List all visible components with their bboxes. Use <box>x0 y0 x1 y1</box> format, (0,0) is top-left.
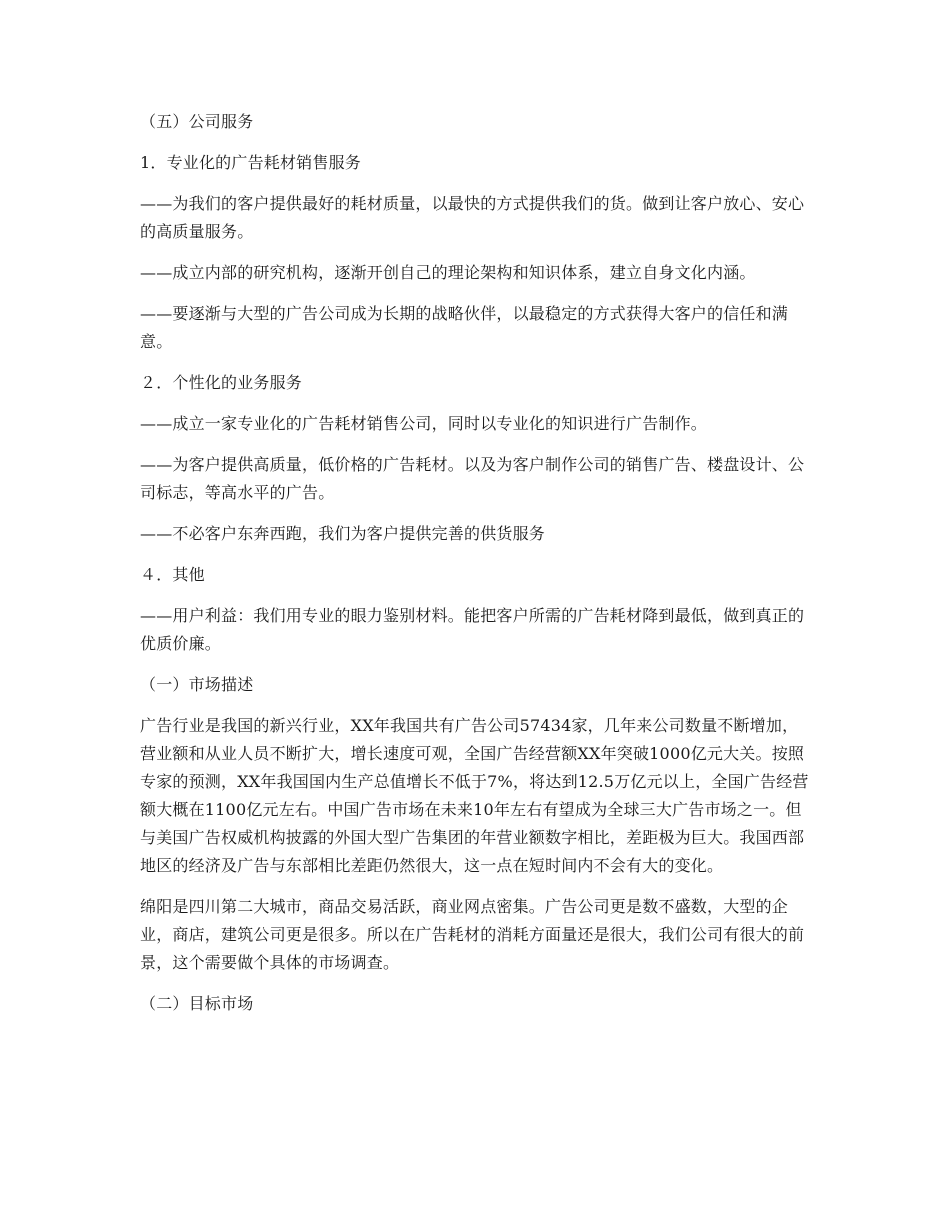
paragraph: ——为我们的客户提供最好的耗材质量，以最快的方式提供我们的货。做到让客户放心、安心的高质量服务。 <box>140 194 805 241</box>
subheading-other: ４．其他 <box>140 565 205 584</box>
document-page <box>140 108 810 1031</box>
section-heading-market-description: （一）市场描述 <box>140 675 254 694</box>
paragraph: 绵阳是四川第二大城市，商品交易活跃，商业网点密集。广告公司更是数不盛数，大型的企业，商店，建筑公司更是很多。所以在广告耗材的消耗方面量还是很大，我们公司有很大的前景，这个需要做个具体的市场调查。 <box>140 897 805 972</box>
paragraph: ——不必客户东奔西跑，我们为客户提供完善的供货服务 <box>140 524 546 543</box>
paragraph: ——成立一家专业化的广告耗材销售公司，同时以专业化的知识进行广告制作。 <box>140 414 708 433</box>
subheading-personalized-service: ２．个性化的业务服务 <box>140 373 303 392</box>
paragraph: 广告行业是我国的新兴行业，XX年我国共有广告公司57434家，几年来公司数量不断增加，营业额和从业人员不断扩大，增长速度可观，全国广告经营额XX年突破1000亿元大关。按照专家的预测，XX年我国国内生产总值增长不低于7%，将达到12.5万亿元以上，全国广告经营额大概在1100亿元左右。中国广告市场在未来10年左右有望成为全球三大广告市场之一。但与美国广告权威机构披露的外国大型广告集团的年营业额数字相比，差距极为巨大。我国西部地区的经济及广告与东部相比差距仍然很大，这一点在短时间内不会有大的变化。 <box>140 716 809 875</box>
subheading-professional-sales-service: 1．专业化的广告耗材销售服务 <box>140 153 361 172</box>
section-heading-target-market: （二）目标市场 <box>140 994 254 1013</box>
paragraph: ——用户利益：我们用专业的眼力鉴别材料。能把客户所需的广告耗材降到最低，做到真正的优质价廉。 <box>140 606 805 653</box>
paragraph: ——要逐渐与大型的广告公司成为长期的战略伙伴，以最稳定的方式获得大客户的信任和满意。 <box>140 304 789 351</box>
paragraph: ——成立内部的研究机构，逐渐开创自己的理论架构和知识体系，建立自身文化内涵。 <box>140 263 756 282</box>
section-heading-company-services: （五）公司服务 <box>140 112 254 131</box>
paragraph: ——为客户提供高质量，低价格的广告耗材。以及为客户制作公司的销售广告、楼盘设计、公司标志，等高水平的广告。 <box>140 455 805 502</box>
